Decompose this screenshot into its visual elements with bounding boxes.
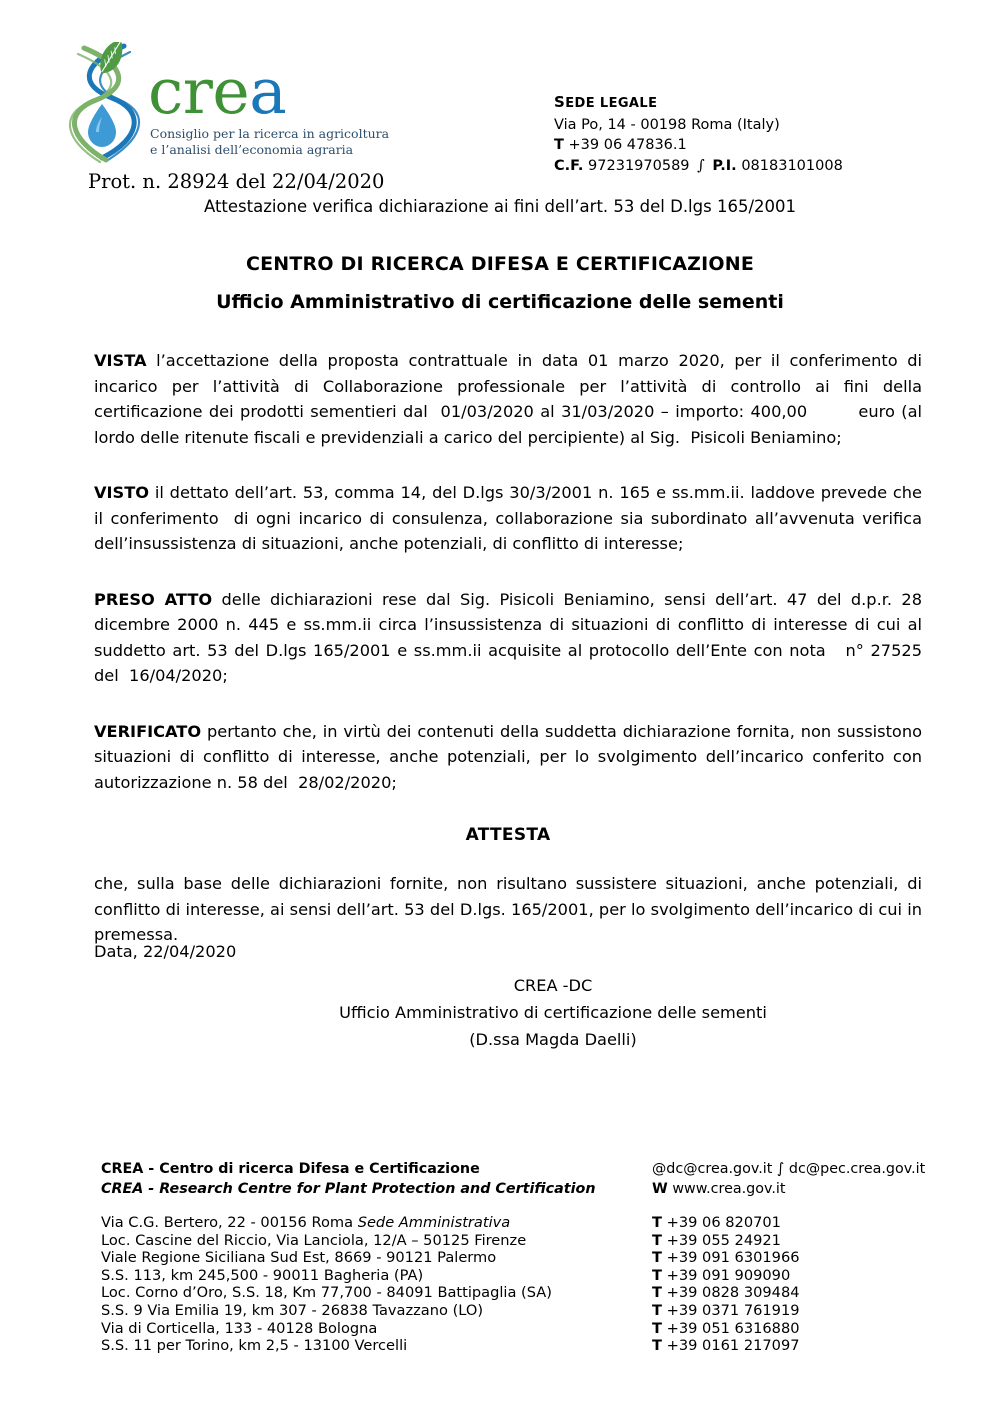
list-item [652, 1214, 800, 1232]
list-item [652, 1284, 800, 1302]
phone-label: T [652, 1319, 662, 1337]
footer-web-line [652, 1180, 925, 1200]
list-item [652, 1302, 800, 1320]
footer-phone: +39 091 6301966 [666, 1249, 800, 1267]
phone-label: T [652, 1266, 662, 1284]
phone-label: T [652, 1249, 662, 1267]
document-body [94, 348, 928, 978]
crea-logo-mark [62, 42, 150, 164]
logo-word-blue: a [249, 55, 287, 128]
signature-org: CREA -DC [513, 976, 593, 995]
signature-authority [94, 972, 922, 1053]
list-item: Loc. Cascine del Riccio, Via Lanciola, 12/A – 50125 Firenze [101, 1231, 527, 1249]
logo-subtitle-line-2: e l’analisi dell’economia agraria [150, 141, 354, 157]
legal-seat-address: Via Po, 14 - 00198 Roma (Italy) [554, 116, 780, 133]
document-header [0, 0, 1000, 193]
list-item [652, 1337, 800, 1355]
footer-phone: +39 055 24921 [666, 1231, 781, 1249]
footer-email-line: @dc@crea.gov.it ∫ dc@pec.crea.gov.it [652, 1161, 926, 1177]
paragraph-verificato [94, 719, 928, 796]
paragraph-preso-atto [94, 587, 928, 689]
list-item: S.S. 113, km 245,500 - 90011 Bagheria (PA) [101, 1266, 424, 1284]
paragraph-vista-lead: VISTA [94, 351, 147, 370]
list-item [652, 1267, 800, 1285]
footer-phone: +39 0828 309484 [666, 1284, 800, 1302]
signature-name: (D.ssa Magda Daelli) [469, 1030, 637, 1049]
paragraph-visto-lead: VISTO [94, 483, 150, 502]
footer-top-row [0, 1160, 1000, 1202]
legal-seat-phone: +39 06 47836.1 [568, 137, 687, 153]
phone-label: T [652, 1301, 662, 1319]
list-item: Viale Regione Siciliana Sud Est, 8669 - 90121 Palermo [101, 1249, 497, 1267]
paragraph-verificato-lead: VERIFICATO [94, 721, 202, 741]
legal-seat-title-initial: S [554, 93, 566, 111]
web-label: W [652, 1180, 668, 1197]
signature-office: Ufficio Amministrativo di certificazione delle sementi [339, 1003, 767, 1022]
footer-org-italian: CREA - Centro di ricerca Difesa e Certificazione [101, 1161, 480, 1177]
page-title: CENTRO DI RICERCA DIFESA E CERTIFICAZIONE [245, 253, 755, 275]
pi-label: P.I. [712, 157, 737, 174]
paragraph-verificato-text: pertanto che, in virtù dei contenuti della suddetta dichiarazione fornita, non sussistono situazioni di conflitto di interesse, anche potenziali, per lo svolgimento dell’incarico conferito con autorizzazione n. 58 del 28/02/2020; [94, 721, 928, 792]
crea-logo [62, 42, 390, 167]
footer-locations [0, 1214, 1000, 1364]
footer-address-note: Sede Amministrativa [357, 1214, 511, 1231]
footer-address-column [101, 1214, 552, 1355]
protocol-number: Prot. n. 28924 del 22/04/2020 [88, 170, 385, 193]
footer-org-english: CREA - Research Centre for Plant Protection and Certification [101, 1180, 596, 1197]
date-value: 22/04/2020 [142, 942, 237, 961]
footer-phone: +39 0161 217097 [666, 1337, 800, 1355]
legal-seat-fiscal-row [554, 156, 843, 177]
document-title-block [0, 250, 1000, 316]
cf-label: C.F. [554, 157, 584, 174]
paragraph-visto-text: il dettato dell’art. 53, comma 14, del D.lgs 30/3/2001 n. 165 e ss.mm.ii. laddove prevede che il conferimento di ogni incarico di consulenza, collaborazione sia subordinato all’avvenuta verifica dell’insussistenza di situazioni, anche potenziali, di conflitto di interesse; [94, 483, 928, 553]
paragraph-vista-text: l’accettazione della proposta contrattuale in data 01 marzo 2020, per il conferimento di incarico per l’attività di Collaborazione professionale per l’attività di controllo ai fini della certificazione dei prodotti sementieri dal 01/03/2020 al 31/03/2020 – importo: 400,00 euro (al lordo delle ritenute fiscali e previdenziali a carico del percipiente) al Sig. Pisicoli Beniamino; [94, 351, 928, 447]
footer-phone: +39 051 6316880 [666, 1319, 800, 1337]
legal-seat-title [554, 92, 843, 115]
list-item [652, 1249, 800, 1267]
page-subtitle: Ufficio Amministrativo di certificazione delle sementi [216, 291, 784, 313]
footer-organisation [101, 1160, 596, 1199]
web-value: www.crea.gov.it [672, 1180, 786, 1197]
list-item: Loc. Corno d’Oro, S.S. 18, Km 77,700 - 84091 Battipaglia (SA) [101, 1284, 552, 1302]
paragraph-vista [94, 348, 928, 450]
footer-phone: +39 06 820701 [666, 1214, 781, 1231]
list-item [101, 1214, 552, 1232]
legal-seat-phone-row [554, 135, 843, 156]
crea-logo-subtitle [150, 126, 389, 157]
integral-separator-icon: ∫ [697, 157, 705, 174]
paragraph-preso-atto-text: delle dichiarazioni rese dal Sig. Pisicoli Beniamino, sensi dell’art. 47 del d.p.r. 28 dicembre 2000 n. 445 e ss.mm.ii circa l’insussistenza di situazioni di conflitto di interesse di cui al suddetto art. 53 del D.lgs 165/2001 e ss.mm.ii acquisite al protocollo dell’Ente con nota n° 27525 del 16/04/2020; [94, 589, 928, 685]
phone-label: T [652, 1231, 662, 1249]
paragraph-preso-atto-lead: PRESO ATTO [94, 589, 213, 609]
cf-value: 97231970589 [588, 157, 690, 174]
phone-label: T [652, 1337, 662, 1355]
list-item: S.S. 9 Via Emilia 19, km 307 - 26838 Tavazzano (LO) [101, 1301, 484, 1319]
attesta-heading: ATTESTA [465, 825, 551, 845]
pi-value: 08183101008 [741, 157, 843, 174]
list-item: S.S. 11 per Torino, km 2,5 - 13100 Vercelli [101, 1337, 408, 1355]
footer-phone-column [652, 1214, 800, 1355]
list-item [652, 1232, 800, 1250]
footer-phone: +39 0371 761919 [666, 1301, 800, 1319]
phone-label: T [554, 137, 564, 153]
list-item [652, 1320, 800, 1338]
legal-seat-title-rest: EDE LEGALE [565, 96, 658, 111]
document-footer [0, 1160, 1000, 1364]
signature-block [94, 940, 922, 1053]
crea-logo-wordmark [148, 55, 287, 128]
document-subject: Attestazione verifica dichiarazione ai fini dell’art. 53 del D.lgs 165/2001 [203, 197, 797, 216]
footer-contact [652, 1160, 925, 1199]
paragraph-visto [94, 480, 928, 557]
footer-phone: +39 091 909090 [666, 1266, 791, 1284]
footer-address: Via C.G. Bertero, 22 - 00156 Roma [101, 1214, 358, 1231]
logo-subtitle-line-1: Consiglio per la ricerca in agricoltura [150, 126, 390, 141]
list-item: Via di Corticella, 133 - 40128 Bologna [101, 1319, 378, 1337]
signature-date-row [94, 940, 922, 964]
phone-label: T [652, 1214, 662, 1231]
paragraph-closing: che, sulla base delle dichiarazioni fornite, non risultano sussistere situazioni, anche potenziali, di conflitto di interesse, ai sensi dell’art. 53 del D.lgs. 165/2001, per lo svolgimento dell’incarico di cui in premessa. [94, 874, 928, 944]
logo-word-green: cre [148, 55, 250, 128]
date-label: Data, [94, 942, 138, 961]
phone-label: T [652, 1284, 662, 1302]
legal-seat-block [554, 92, 843, 176]
